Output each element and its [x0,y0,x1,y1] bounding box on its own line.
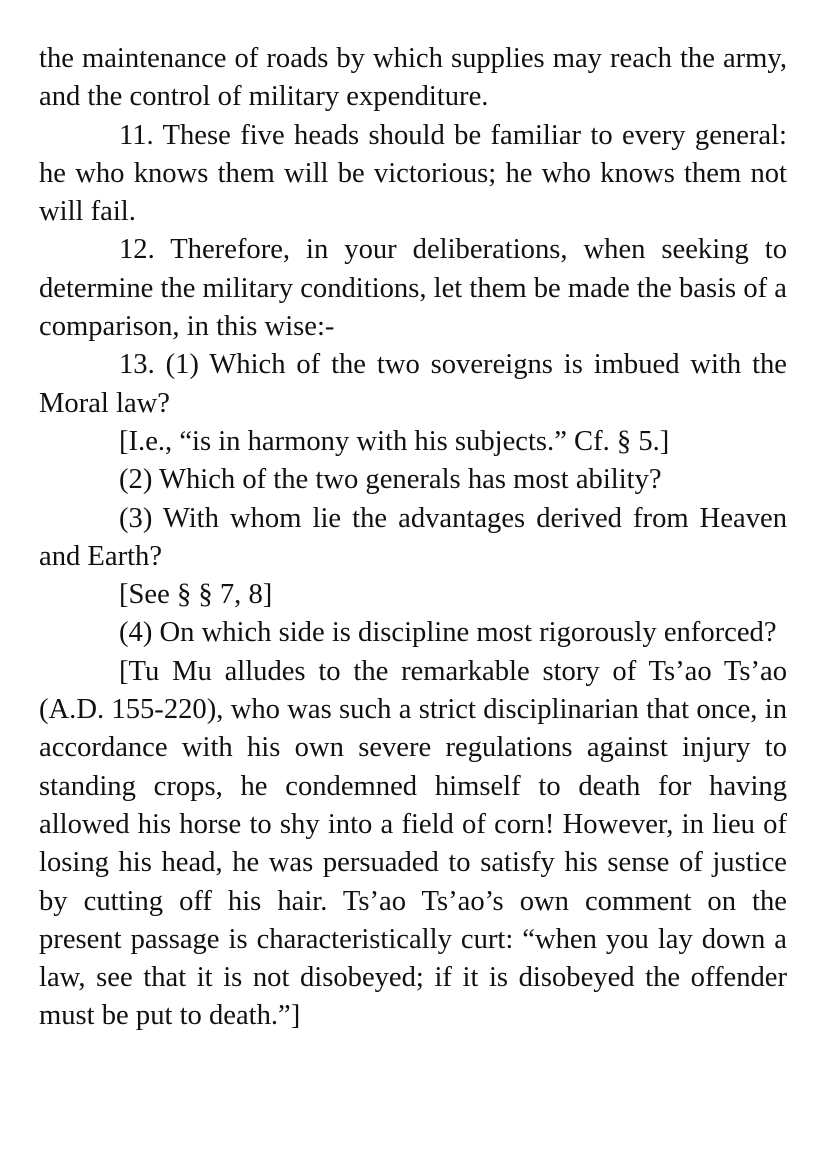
commentary-harmony: [I.e., “is in harmony with his subjects.” Cf. § 5.] [119,425,670,457]
paragraph-13-moral-law: 13. (1) Which of the two sovereigns is imbued with the Moral law? [39,349,787,419]
paragraph-12: 12. Therefore, in your deliberations, when seeking to determine the military conditions, let them be made the basis of a comparison, in this wise:- [39,234,787,343]
paragraph-continuation: the maintenance of roads by which supplies may reach the army, and the control of military expenditure. [39,43,787,113]
paragraph-11: 11. These five heads should be familiar to every general: he who knows them will be victorious; he who knows them not will fail. [39,119,787,228]
question-discipline: (4) On which side is discipline most rigorously enforced? [119,617,777,649]
commentary-see-sections: [See § § 7, 8] [119,579,273,611]
document-page [39,40,787,1036]
question-heaven-earth: (3) With whom lie the advantages derived from Heaven and Earth? [39,502,787,572]
commentary-tu-mu: [Tu Mu alludes to the remarkable story of Ts’ao Ts’ao (A.D. 155-220), who was such a strict disciplinarian that once, in accordance with his own severe regulations against injury to standing crops, he condemned himself to death for having allowed his horse to shy into a field of corn! However, in lieu of losing his head, he was persuaded to satisfy his sense of justice by cutting off his hair. Ts’ao Ts’ao’s own comment on the present passage is characteristically curt: “when you lay down a law, see that it is not disobeyed; if it is disobeyed the offender must be put to death.”] [39,655,787,1032]
question-generals-ability: (2) Which of the two generals has most ability? [119,464,662,496]
